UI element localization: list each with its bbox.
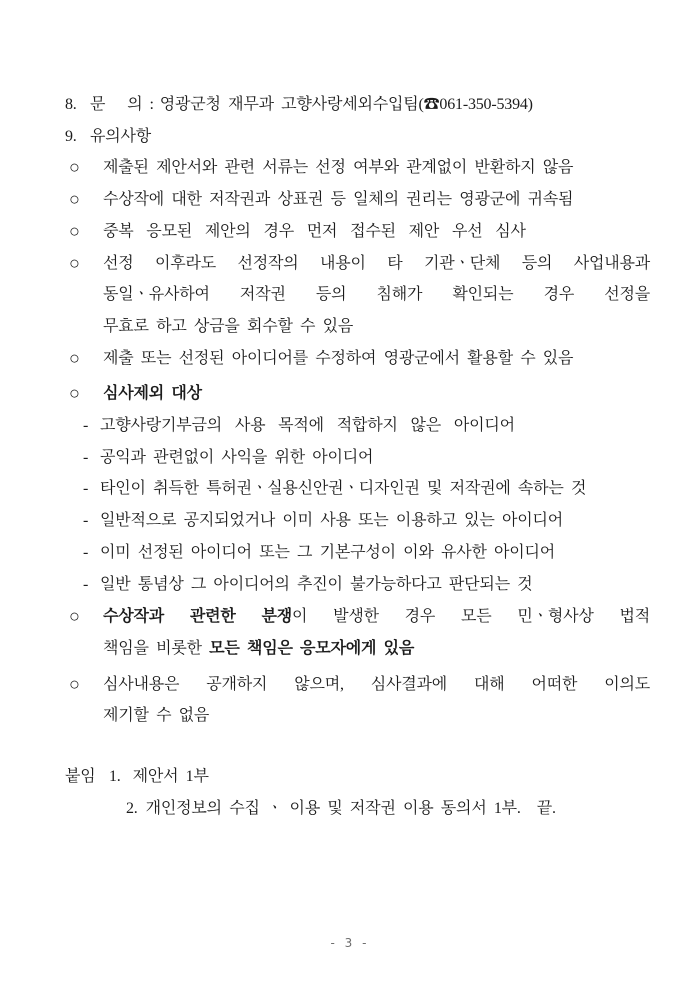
precautions-title: 유의사항 xyxy=(90,127,152,145)
plain-text: 이 발생한 경우 모든 민ㆍ형사상 법적 xyxy=(291,608,651,626)
document-end-marker: 끝. xyxy=(536,799,556,817)
exclusion-sub-item xyxy=(65,442,650,474)
contact-line xyxy=(65,89,650,121)
circle-bullet-icon: ○ xyxy=(69,673,80,694)
item-text: 중복 응모된 제안의 경우 먼저 접수된 제안 우선 심사 xyxy=(103,222,526,240)
contact-label-a: 문 xyxy=(90,96,106,113)
item-text-line: 동일ㆍ유사하여 저작권 등의 침해가 확인되는 경우 선정을 xyxy=(103,286,650,304)
item-text xyxy=(103,669,650,732)
item-text: 이미 선정된 아이디어 또는 그 기본구성이 이와 유사한 아이디어 xyxy=(100,543,556,561)
precaution-item xyxy=(65,184,650,216)
item-text: 타인이 취득한 특허권ㆍ실용신안권ㆍ디자인권 및 저작권에 속하는 것 xyxy=(100,480,587,498)
circle-bullet-icon: ○ xyxy=(69,606,80,627)
item-text xyxy=(103,601,650,664)
contact-org: 영광군청 재무과 고향사랑세외수입팀( xyxy=(159,96,424,113)
item-text: 심사제외 대상 xyxy=(103,385,202,403)
item-text-line xyxy=(103,633,650,665)
dash-icon: - xyxy=(83,543,89,561)
plain-text: 책임을 비롯한 xyxy=(103,639,210,657)
circle-bullet-icon: ○ xyxy=(69,157,80,178)
attachment-line xyxy=(65,793,650,825)
dash-icon: - xyxy=(83,480,89,498)
attachment-text: 제안서 1부 xyxy=(132,768,209,786)
contact-text xyxy=(90,89,650,121)
item-text: 일반 통념상 그 아이디어의 추진이 불가능하다고 판단되는 것 xyxy=(100,575,533,593)
item-text-line: 무효로 하고 상금을 회수할 수 있음 xyxy=(103,317,354,335)
circle-bullet-icon: ○ xyxy=(69,189,80,210)
item-text: 제출 또는 선정된 아이디어를 수정하여 영광군에서 활용할 수 있음 xyxy=(103,349,574,367)
precaution-item-exclusions xyxy=(65,378,650,410)
precaution-item xyxy=(65,669,650,732)
attachment-text: 개인정보의 수집 ㆍ 이용 및 저작권 이용 동의서 1부. xyxy=(145,799,521,817)
precautions-heading xyxy=(65,121,650,153)
bold-text: 수상작과 관련한 분쟁 xyxy=(103,608,292,626)
item-text-line: 심사내용은 공개하지 않으며, 심사결과에 대해 어떠한 이의도 xyxy=(103,675,650,693)
item-number: 8. xyxy=(65,96,77,113)
item-text-line: 제기할 수 없음 xyxy=(103,707,210,725)
circle-bullet-icon: ○ xyxy=(69,347,80,368)
precaution-item xyxy=(65,343,650,375)
bold-text: 모든 책임은 응모자에게 있음 xyxy=(209,639,415,657)
attachments-block xyxy=(65,761,650,824)
page-number: - 3 - xyxy=(330,936,370,950)
dash-icon: - xyxy=(83,575,89,593)
dash-icon: - xyxy=(83,448,89,466)
item-text-line: 선정 이후라도 선정작의 내용이 타 기관ㆍ단체 등의 사업내용과 xyxy=(103,254,650,272)
dash-icon: - xyxy=(83,417,89,435)
contact-phone: 061-350-5394) xyxy=(439,96,533,113)
item-text: 수상작에 대한 저작권과 상표권 등 일체의 권리는 영광군에 귀속됨 xyxy=(103,191,574,209)
exclusion-sub-item xyxy=(65,505,650,537)
item-text xyxy=(103,248,650,343)
item-text: 제출된 제안서와 관련 서류는 선정 여부와 관계없이 반환하지 않음 xyxy=(103,159,574,177)
item-text-line xyxy=(103,601,650,633)
attachment-line xyxy=(65,761,650,793)
exclusion-sub-item xyxy=(65,410,650,442)
precaution-item xyxy=(65,152,650,184)
exclusion-sub-item xyxy=(65,473,650,505)
contact-colon: : xyxy=(149,96,154,113)
item-text: 공익과 관련없이 사익을 위한 아이디어 xyxy=(100,448,374,466)
phone-icon: ☎ xyxy=(423,96,440,113)
circle-bullet-icon: ○ xyxy=(69,220,80,241)
precaution-item xyxy=(65,216,650,248)
item-text: 일반적으로 공지되었거나 이미 사용 또는 이용하고 있는 아이디어 xyxy=(100,512,564,530)
attachment-number: 2. xyxy=(126,799,138,817)
exclusion-sub-item xyxy=(65,569,650,601)
circle-bullet-icon: ○ xyxy=(69,252,80,273)
item-text: 고향사랑기부금의 사용 목적에 적합하지 않은 아이디어 xyxy=(100,417,515,435)
attachment-number: 1. xyxy=(109,768,121,786)
document-body xyxy=(65,89,650,824)
circle-bullet-icon: ○ xyxy=(69,383,80,404)
dash-icon: - xyxy=(83,512,89,530)
precaution-item xyxy=(65,248,650,343)
item-number: 9. xyxy=(65,127,77,145)
contact-label-b: 의 xyxy=(127,96,143,113)
precaution-item-liability xyxy=(65,601,650,664)
attachments-label: 붙임 xyxy=(65,768,96,786)
exclusion-sub-item xyxy=(65,537,650,569)
